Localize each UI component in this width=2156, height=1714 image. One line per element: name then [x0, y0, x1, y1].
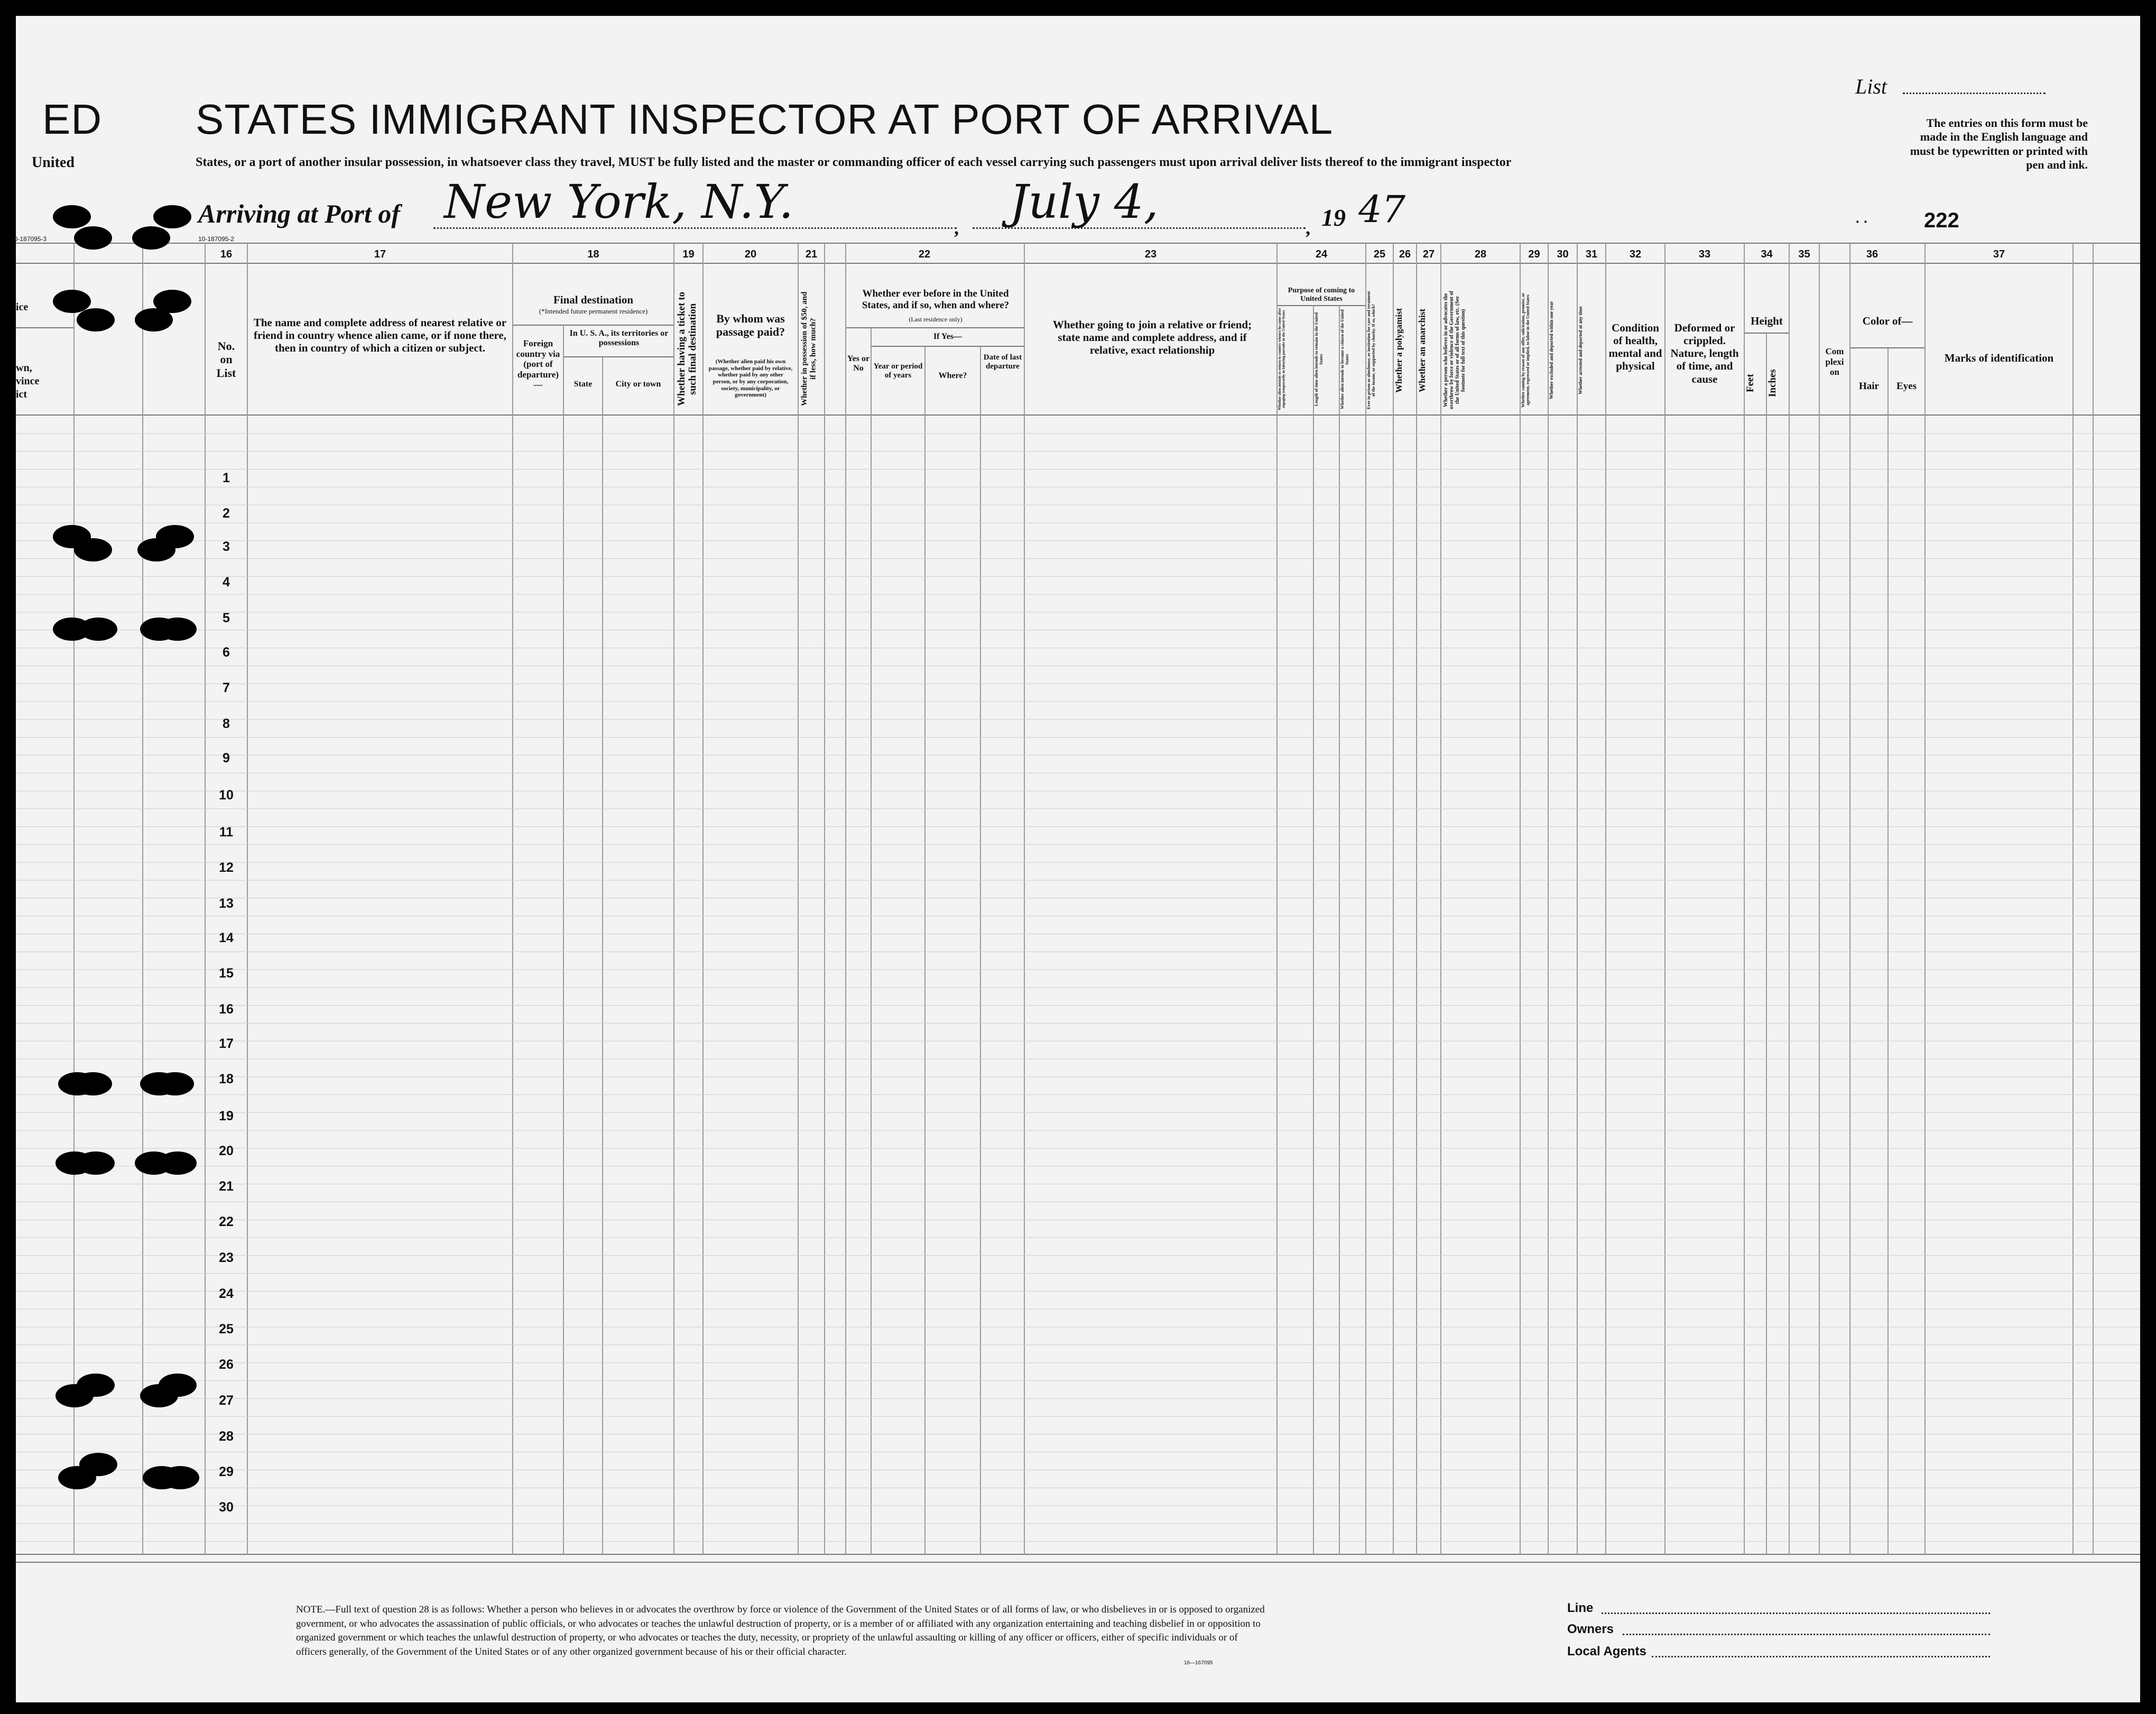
- punch-hole: [153, 205, 191, 228]
- agents-field[interactable]: [1652, 1656, 1990, 1657]
- footer-form-code: 16—167095: [1184, 1660, 1213, 1666]
- left-fragment-title: ED: [42, 96, 103, 143]
- col-number: 26: [1399, 248, 1411, 260]
- row-number: 25: [219, 1322, 234, 1337]
- row-number: 17: [219, 1036, 234, 1051]
- punch-hole: [156, 1072, 194, 1095]
- col-number: 33: [1698, 248, 1711, 260]
- col18-title: Final destination: [553, 293, 634, 306]
- col22-ifyes: If Yes—: [933, 332, 963, 341]
- punch-hole: [159, 1374, 197, 1397]
- col36-eyes: Eyes: [1896, 381, 1917, 392]
- row-number: 1: [223, 471, 230, 485]
- left-fragment-united: United: [32, 154, 75, 171]
- row-number: 12: [219, 860, 234, 875]
- date-handwritten[interactable]: July 4,: [1010, 174, 1159, 229]
- col-number: 27: [1422, 248, 1435, 260]
- col18-state: State: [573, 380, 593, 389]
- col24-length: Length of time alien intends to remain in the United States: [1314, 312, 1324, 406]
- row-number: 4: [223, 575, 230, 589]
- punch-hole: [74, 538, 112, 561]
- instruction-line: The entries on this form must be: [1926, 116, 2088, 130]
- row-number: 23: [219, 1250, 234, 1265]
- row-number: 21: [219, 1179, 234, 1194]
- row-number: 5: [223, 611, 230, 625]
- comma-separator: ,: [954, 217, 959, 238]
- col34-title: Height: [1751, 315, 1783, 327]
- col18-note: (*Intended future permanent residence): [539, 307, 648, 315]
- col33-header: Deformed or crippled. Nature, length of time, and cause: [1670, 321, 1739, 385]
- row-number: 28: [219, 1429, 234, 1444]
- punch-hole: [132, 226, 170, 250]
- col-number: 21: [805, 248, 818, 260]
- col22-where: Where?: [938, 371, 967, 380]
- col19-header: Whether having a ticket to such final destination: [676, 291, 698, 407]
- col-number: 23: [1144, 248, 1157, 260]
- year-prefix: 19: [1321, 204, 1346, 231]
- col-number: 29: [1528, 248, 1540, 260]
- row-number: 16: [219, 1002, 234, 1017]
- col-number: 16: [220, 248, 233, 260]
- col-number: 35: [1798, 248, 1810, 260]
- row-number: 11: [219, 825, 234, 840]
- left-fragment-header: vince: [16, 375, 40, 387]
- punch-hole: [153, 290, 191, 313]
- col22-period: Year or period of years: [873, 362, 923, 380]
- col-number: 31: [1585, 248, 1598, 260]
- left-fragment-header: ict: [16, 389, 27, 400]
- page-number: 222: [1924, 209, 1959, 232]
- col26-header: Whether a polygamist: [1394, 308, 1404, 393]
- col24-citizen: Whether alien intends to become a citizen of the United States: [1340, 309, 1349, 409]
- row-number: 2: [223, 506, 230, 521]
- manifest-sheet: [11, 16, 2140, 1702]
- col28-header: Whether a person who believes in or advocates the overthrow by force or violence of the Government of the United States or of all forms of law, etc. (See footnote for full text of this question): [1443, 291, 1466, 410]
- footnote-text: NOTE.—Full text of question 28 is as follows: Whether a person who believes in or advocates the overthrow by force or violence of the Government of the United States or of all forms of law, or who disbelieves in or is opposed to organized government, or who advocates the assassination of public officials, or who advocates or teaches the unlawful destruction of property, or is a member of or affiliated with any organization entertaining and teaching disbelief in or opposition to organized government or which teaches the unlawful destruction of property, or who advocates or teaches the duty, necessity, or propriety of the unlawful assaulting or killing of any officer or officers, either of specific individuals or of officers generally, of the Government of the United States or of any other organized government because of his or their official character.: [296, 1604, 1265, 1657]
- row-number: 7: [223, 680, 230, 695]
- col23-header: Whether going to join a relative or friend; state name and complete address, and if relative, exact relationship: [1052, 318, 1252, 357]
- col20-note: (Whether alien paid his own passage, whether paid by relative, whether paid by any other person, or by any corporation, society, municipality, or government): [708, 358, 793, 399]
- punch-hole: [53, 205, 91, 228]
- row-number: 6: [223, 645, 230, 660]
- col31-header: Whether arrested and deported at any time: [1578, 306, 1583, 394]
- punch-hole: [79, 618, 117, 641]
- form-title: STATES IMMIGRANT INSPECTOR AT PORT OF ARRIVAL: [196, 96, 1334, 143]
- col16-header: No. on List: [216, 339, 236, 380]
- punch-hole: [159, 618, 197, 641]
- row-number: 8: [223, 716, 230, 731]
- col17-header: The name and complete address of nearest relative or friend in country whence alien came, or if none there, then in country of which a citizen or subject.: [253, 316, 507, 355]
- form-subtitle: States, or a port of another insular possession, in whatsoever class they travel, MUST be fully listed and the master or commanding officer of each vessel carrying such passengers must upon arrival deliver lists thereof to the immigrant inspector: [196, 155, 1512, 169]
- col-number: 32: [1629, 248, 1642, 260]
- form-code-left: 10-187095-3: [11, 235, 47, 243]
- col27-header: Whether an anarchist: [1417, 308, 1427, 392]
- owners-label: Owners: [1567, 1622, 1614, 1636]
- col36-title: Color of—: [1862, 315, 1913, 327]
- col24-title: Purpose of coming to United States: [1288, 287, 1355, 303]
- punch-hole: [156, 525, 194, 548]
- arriving-label: Arriving at Port of: [198, 199, 400, 228]
- row-number: 24: [219, 1286, 234, 1301]
- col-number: 36: [1866, 248, 1879, 260]
- row-number: 13: [219, 896, 234, 911]
- row-number: 22: [219, 1214, 234, 1229]
- col25-header: Ever in prison or almshouse, or institution for care and treatment of the insane, or supported by charity. If so, which?: [1366, 291, 1376, 410]
- row-number: 27: [219, 1393, 234, 1408]
- row-number: 3: [223, 539, 230, 554]
- col29-header: Whether coming by reason of any offer, solicitation, promise, or agreement, expressed or implied, to labor in the United States: [1521, 292, 1530, 408]
- col22-note: (Last residence only): [909, 316, 963, 323]
- punch-hole: [79, 1453, 117, 1476]
- col30-header: Whether excluded and deported within one year: [1549, 301, 1554, 400]
- col24-return: Whether alien intends to return to country whence he came after engaging temporarily in laboring pursuits in the United States: [1278, 308, 1286, 411]
- row-number: 15: [219, 966, 234, 981]
- left-fragment-header: ice: [16, 301, 29, 313]
- punch-hole: [77, 1374, 115, 1397]
- col-number: 17: [374, 248, 386, 260]
- comma-separator-2: ,: [1306, 217, 1310, 238]
- punch-hole: [77, 308, 115, 331]
- owners-field[interactable]: [1623, 1634, 1990, 1635]
- row-number: 29: [219, 1464, 234, 1479]
- left-fragment-header: wn,: [16, 362, 32, 374]
- col21-header: Whether in possession of $50, and if less, how much?: [800, 291, 818, 407]
- col18-city: City or town: [615, 380, 661, 389]
- col18-usa: In U. S. A., its territories or possessions: [569, 329, 669, 348]
- punch-hole: [74, 226, 112, 250]
- col20-title: By whom was passage paid?: [716, 312, 785, 339]
- col-number: 34: [1761, 248, 1773, 260]
- col-number: 25: [1373, 248, 1386, 260]
- col-number: 37: [1993, 248, 2005, 260]
- col35-header: Complexion: [1825, 346, 1844, 377]
- col22-yesno: Yes or No: [847, 354, 870, 373]
- row-number: 14: [219, 930, 234, 945]
- row-number: 9: [223, 751, 230, 766]
- form-code-mid: 10-187095-2: [198, 235, 235, 243]
- row-number: 18: [219, 1072, 234, 1086]
- col22-title: Whether ever before in the United States, and if so, when and where?: [862, 288, 1010, 311]
- list-label: List: [1855, 75, 1887, 98]
- col-number: 18: [587, 248, 599, 260]
- col37-header: Marks of identification: [1944, 352, 2054, 364]
- dot-marks: · ·: [1855, 214, 1868, 229]
- punch-hole: [74, 1072, 112, 1095]
- instruction-line: made in the English language and: [1920, 130, 2088, 144]
- col34-feet: Feet: [1745, 374, 1756, 393]
- row-number: 26: [219, 1357, 234, 1372]
- col-number: 30: [1557, 248, 1569, 260]
- col36-hair: Hair: [1859, 381, 1879, 392]
- line-field[interactable]: [1602, 1612, 1990, 1614]
- table-grid: [16, 16, 2140, 1702]
- instruction-line: must be typewritten or printed with: [1910, 144, 2088, 158]
- punch-hole: [161, 1466, 199, 1489]
- row-number: 10: [219, 788, 234, 803]
- col34-inches: Inches: [1767, 369, 1778, 398]
- col-number: 19: [682, 248, 695, 260]
- col-number: 20: [744, 248, 757, 260]
- col-number: 24: [1315, 248, 1328, 260]
- punch-hole: [77, 1151, 115, 1175]
- col-number: 22: [918, 248, 931, 260]
- row-number: 20: [219, 1144, 234, 1158]
- punch-hole: [159, 1151, 197, 1175]
- row-number: 30: [219, 1500, 234, 1515]
- port-handwritten[interactable]: New York, N.Y.: [444, 174, 794, 229]
- line-label: Line: [1567, 1601, 1594, 1615]
- row-number: 19: [219, 1109, 234, 1123]
- instruction-line: pen and ink.: [2026, 158, 2088, 172]
- year-handwritten[interactable]: 47: [1358, 188, 1406, 231]
- col32-header: Condition of health, mental and physical: [1608, 321, 1662, 373]
- col-number: 28: [1474, 248, 1487, 260]
- agents-label: Local Agents: [1567, 1644, 1646, 1658]
- col18-foreign: Foreign country via (port of departure)—: [516, 338, 560, 390]
- col22-date: Date of last departure: [983, 353, 1022, 371]
